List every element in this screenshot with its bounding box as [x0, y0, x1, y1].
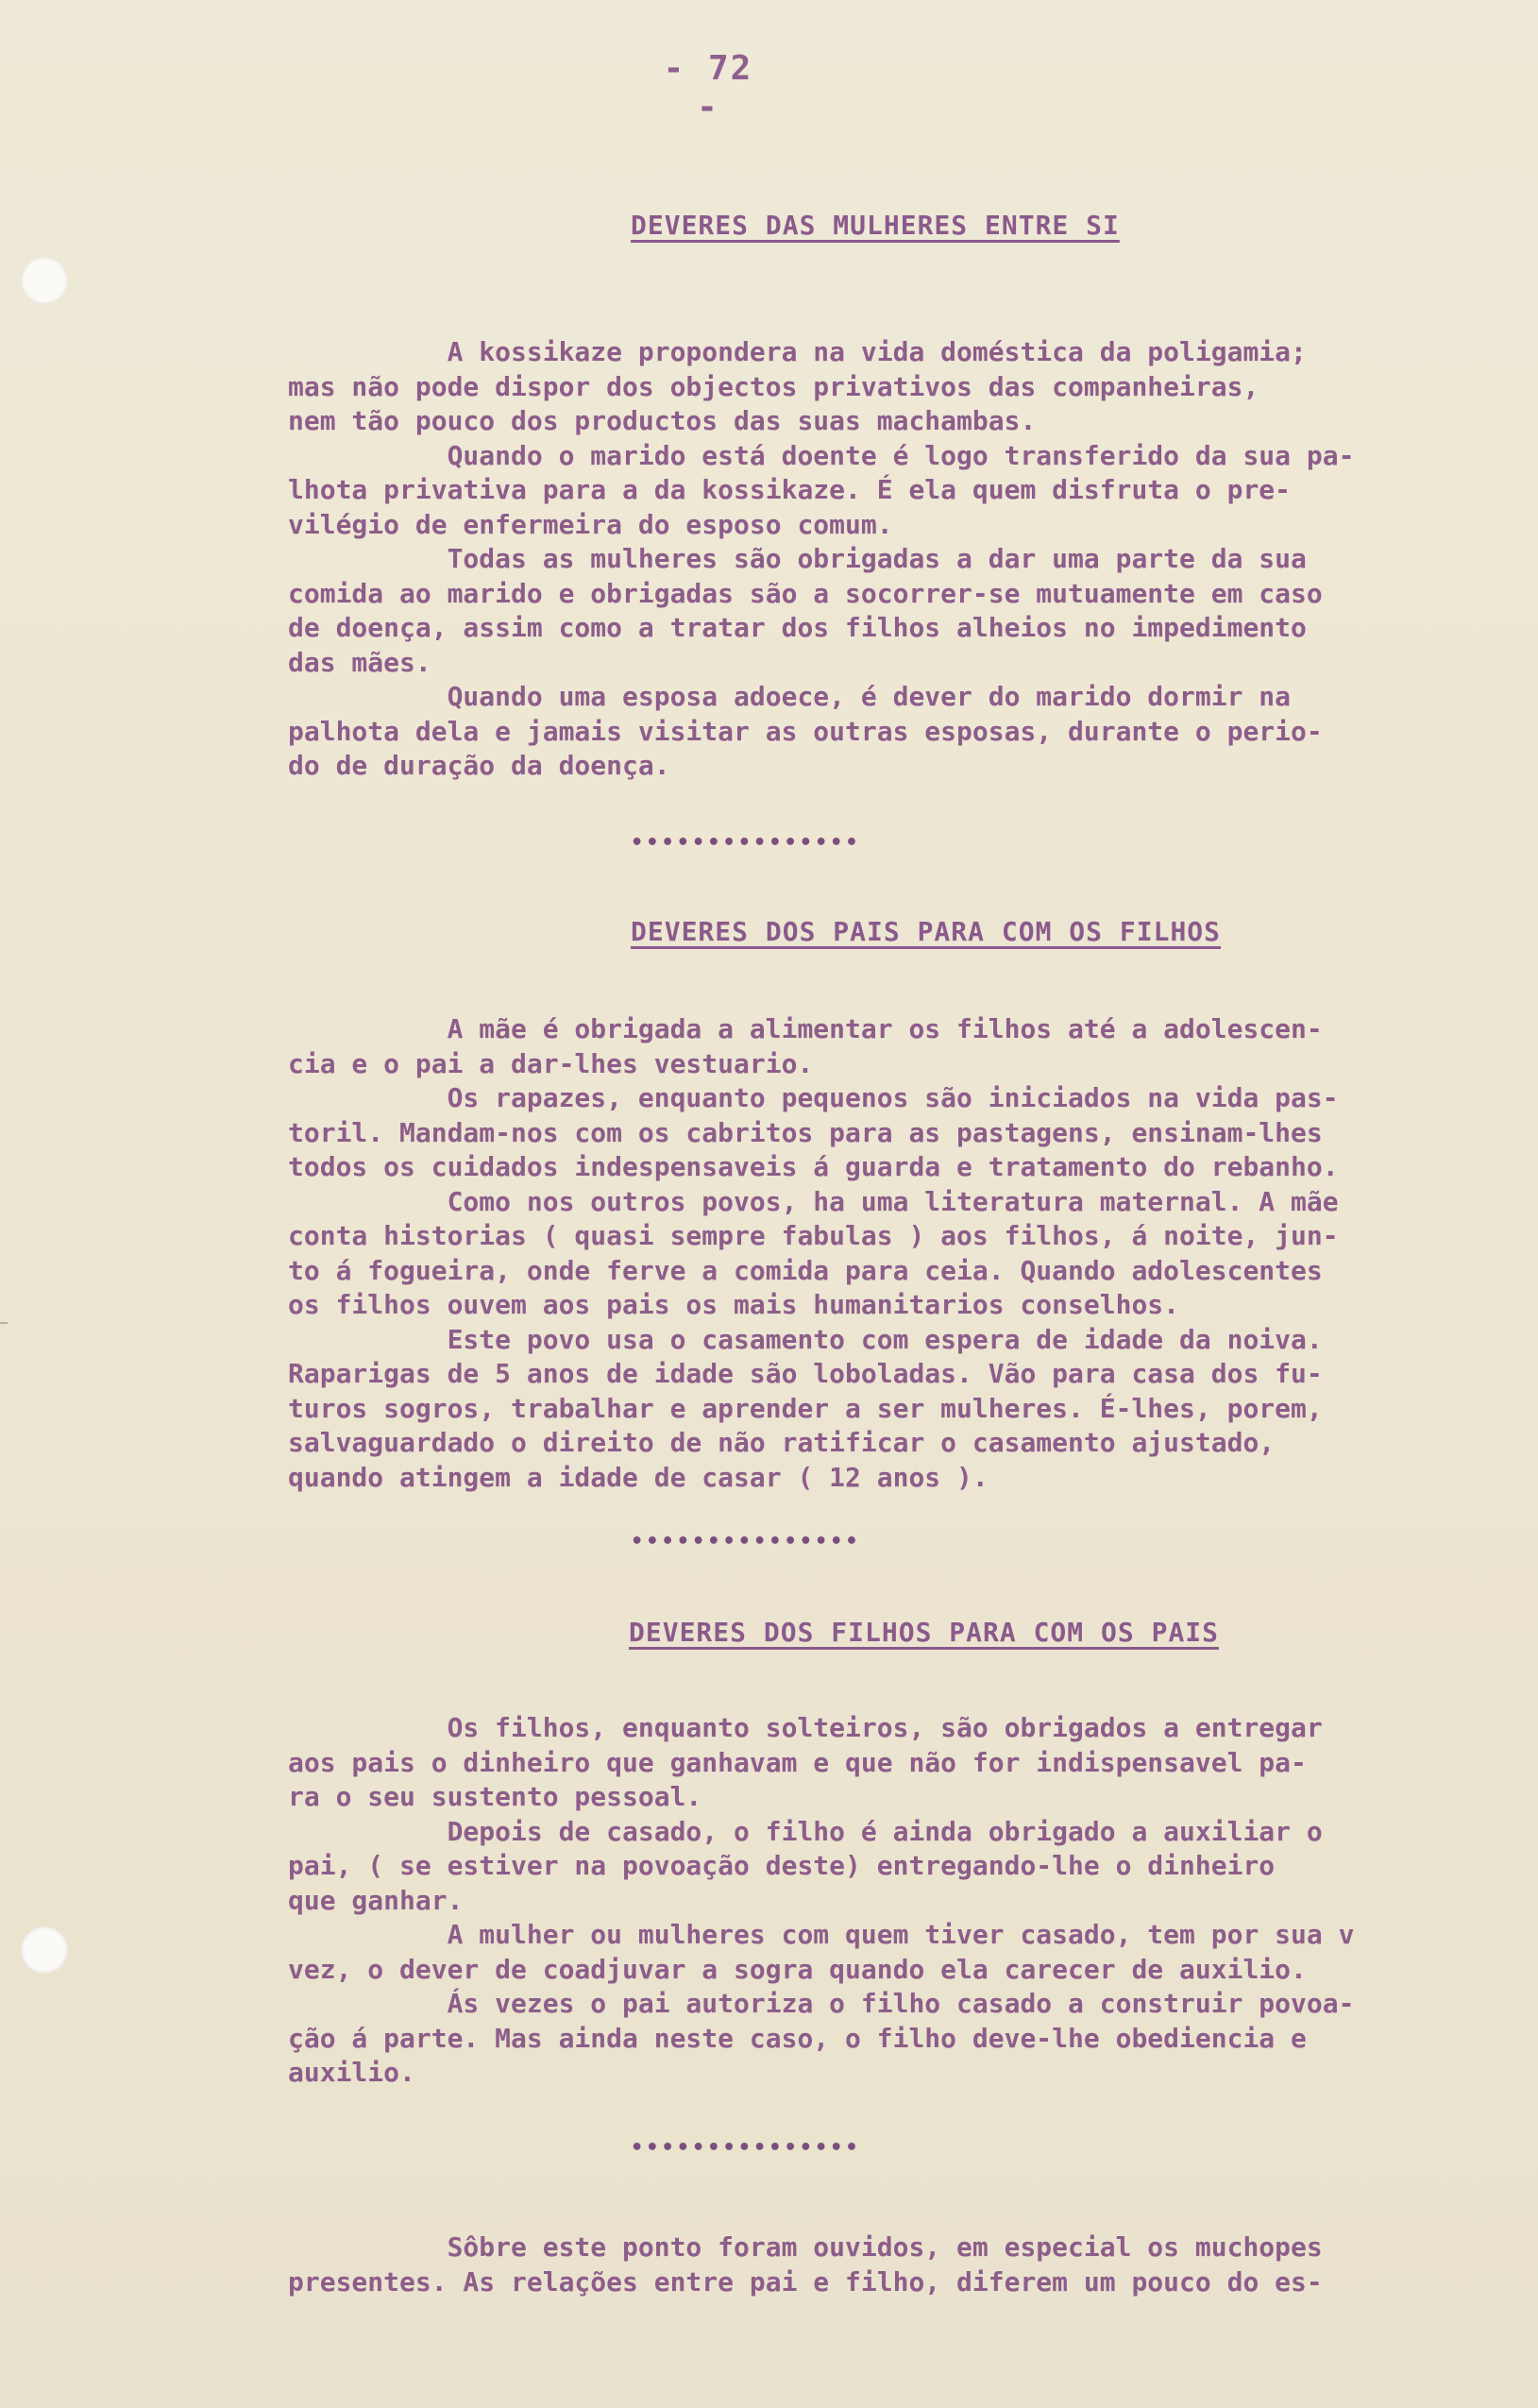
text-line: de doença, assim como a tratar dos filhos alheios no impedimento [288, 612, 1307, 643]
section-body-closing [288, 2230, 1515, 2299]
text-line: quando atingem a idade de casar ( 12 anos ). [288, 1461, 989, 1493]
text-line: comida ao marido e obrigadas são a socorrer-se mutuamente em caso [288, 577, 1323, 609]
text-line: vez, o dever de coadjuvar a sogra quando ela carecer de auxilio. [288, 1953, 1307, 1985]
margin-mark [0, 1322, 8, 1324]
section-heading-children: DEVERES DOS FILHOS PARA COM OS PAIS [629, 1617, 1220, 1648]
text-line: que ganhar. [288, 1884, 464, 1916]
text-line: todos os cuidados indespensaveis á guarda e tratamento do rebanho. [288, 1151, 1339, 1182]
section-heading-parents: DEVERES DOS PAIS PARA COM OS FILHOS [631, 916, 1222, 947]
text-line: A mãe é obrigada a alimentar os filhos até a adolescen- [288, 1013, 1323, 1044]
text-line: do de duração da doença. [288, 750, 670, 781]
text-line: aos pais o dinheiro que ganhavam e que não for indispensavel pa- [288, 1746, 1307, 1778]
text-line: to á fogueira, onde ferve a comida para ceia. Quando adolescentes [288, 1254, 1323, 1286]
text-line: Quando o marido está doente é logo transferido da sua pa- [288, 439, 1355, 471]
text-line: A kossikaze propondera na vida doméstica da poligamia; [288, 336, 1307, 367]
text-line: toril. Mandam-nos com os cabritos para as pastagens, ensinam-lhes [288, 1116, 1323, 1148]
text-line: Todas as mulheres são obrigadas a dar uma parte da sua [288, 543, 1307, 574]
section-body-wives [288, 335, 1515, 784]
text-line: Os filhos, enquanto solteiros, são obrigados a entregar [288, 1712, 1323, 1743]
text-line: ção á parte. Mas ainda neste caso, o filho deve-lhe obediencia e [288, 2022, 1307, 2054]
text-line: presentes. As relações entre pai e filho, diferem um pouco do es- [288, 2265, 1323, 2298]
separator-2: ••••••••••••••• [631, 1530, 861, 1553]
text-line: Este povo usa o casamento com espera de idade da noiva. [288, 1323, 1323, 1355]
text-line: mas não pode dispor dos objectos privativos das companheiras, [288, 370, 1259, 402]
separator-1: ••••••••••••••• [631, 831, 861, 855]
binder-hole-bottom [21, 1926, 68, 1974]
section-body-children [288, 1711, 1515, 2091]
binder-hole-top [21, 257, 68, 304]
text-line: lhota privativa para a da kossikaze. É ela quem disfruta o pre- [288, 474, 1292, 505]
text-line: salvaguardado o direito de não ratificar o casamento ajustado, [288, 1427, 1276, 1458]
section-body-parents [288, 1012, 1515, 1495]
text-line: Ás vezes o pai autoriza o filho casado a construir povoa- [288, 1988, 1355, 2019]
section-heading-wives: DEVERES DAS MULHERES ENTRE SI [631, 210, 1120, 241]
text-line: cia e o pai a dar-lhes vestuario. [288, 1047, 814, 1079]
text-line: auxilio. [288, 2057, 415, 2088]
separator-3: ••••••••••••••• [631, 2136, 861, 2160]
text-line: vilégio de enfermeira do esposo comum. [288, 508, 893, 540]
text-line: turos sogros, trabalhar e aprender a ser mulheres. É-lhes, porem, [288, 1392, 1323, 1424]
text-line: pai, ( se estiver na povoação deste) entregando-lhe o dinheiro [288, 1850, 1276, 1881]
text-line: ra o seu sustento pessoal. [288, 1781, 702, 1812]
text-line: Sôbre este ponto foram ouvidos, em especial os muchopes [288, 2231, 1323, 2263]
text-line: das mães. [288, 646, 431, 678]
text-line: Depois de casado, o filho é ainda obrigado a auxiliar o [288, 1815, 1323, 1847]
text-line: conta historias ( quasi sempre fabulas ) aos filhos, á noite, jun- [288, 1220, 1339, 1251]
text-line: Os rapazes, enquanto pequenos são iniciados na vida pas- [288, 1082, 1339, 1113]
text-line: Raparigas de 5 anos de idade são loboladas. Vão para casa dos fu- [288, 1358, 1323, 1389]
text-line: Como nos outros povos, ha uma literatura maternal. A mãe [288, 1185, 1339, 1217]
page-number: - 72 - [663, 49, 753, 127]
text-line: palhota dela e jamais visitar as outras esposas, durante o perio- [288, 715, 1323, 747]
text-line: Quando uma esposa adoece, é dever do marido dormir na [288, 681, 1292, 712]
text-line: A mulher ou mulheres com quem tiver casado, tem por sua v [288, 1919, 1355, 1950]
text-line: nem tão pouco dos productos das suas machambas. [288, 405, 1037, 436]
text-line: os filhos ouvem aos pais os mais humanitarios conselhos. [288, 1289, 1180, 1320]
